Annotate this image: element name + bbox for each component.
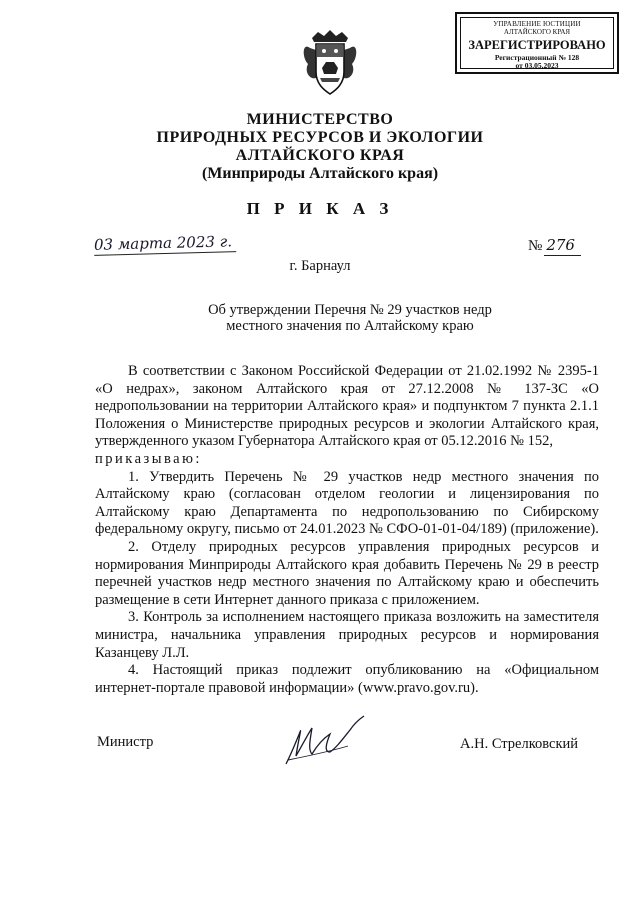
city: г. Барнаул <box>289 258 351 274</box>
order-item-2: 2. Отделу природных ресурсов управления природных ресурсов и нормирования Минприроды Алтайского края добавить Перечень № 29 в реестр перечней участков недр местного значения по Алтайскому краю и обеспечить размещение в сети Интернет данного приказа с приложением. <box>95 538 599 608</box>
order-number-handwritten: 276 <box>544 236 581 256</box>
stamp-status: ЗАРЕГИСТРИРОВАНО <box>468 38 606 52</box>
stamp-reg-date: от 03.05.2023 <box>515 61 559 70</box>
order-item-3: 3. Контроль за исполнением настоящего приказа возложить на заместителя министра, начальника управления природных ресурсов и нормирования Казанцеву Л.Л. <box>95 609 599 661</box>
handwritten-signature <box>278 712 368 772</box>
preamble-paragraph: В соответствии с Законом Российской Федерации от 21.02.1992 № 2395-1 «О недрах», законом Алтайского края от 27.12.2008 № 137-ЗС «О недропользовании на территории Алтайского края» и подпунктом 7 пункта 2.1.1 Положения о Министерстве природных ресурсов и экологии Алтайского края, утвержденного указом Губернатора Алтайского края от 05.12.2016 № 152, <box>95 363 599 450</box>
order-word: приказываю: <box>95 450 202 467</box>
ministry-title-line3: АЛТАЙСКОГО КРАЯ <box>235 147 405 164</box>
number-sign: № <box>528 238 543 254</box>
signatory-name: А.Н. Стрелковский <box>460 736 579 752</box>
order-body <box>95 363 599 697</box>
ministry-short-name: (Минприроды Алтайского края) <box>201 165 439 182</box>
order-item-4: 4. Настоящий приказ подлежит опубликованию на «Официальном интернет-портале правовой информации» (www.pravo.gov.ru). <box>95 662 599 696</box>
order-subject <box>150 302 550 334</box>
registration-stamp <box>455 12 619 74</box>
order-item-1: 1. Утвердить Перечень № 29 участков недр местного значения по Алтайскому краю (согласован отделом геологии и лицензирования по Алтайскому краю Департамента по недропользованию по Сибирскому федеральному округу, письмо от 24.01.2023 № СФО-01-01-04/189) (приложение). <box>95 468 599 538</box>
stamp-authority-line1: УПРАВЛЕНИЕ ЮСТИЦИИ <box>493 20 581 28</box>
subject-line1: Об утверждении Перечня № 29 участков недр <box>208 302 492 318</box>
signatory-position: Министр <box>97 734 154 750</box>
ministry-title-line1: МИНИСТЕРСТВО <box>246 111 394 128</box>
stamp-authority-line2: АЛТАЙСКОГО КРАЯ <box>503 28 571 36</box>
ministry-title-line2: ПРИРОДНЫХ РЕСУРСОВ И ЭКОЛОГИИ <box>156 129 484 146</box>
order-date-handwritten: 03 марта 2023 г. <box>94 232 237 256</box>
order-number <box>528 236 581 255</box>
document-type: П Р И К А З <box>246 199 394 218</box>
stamp-reg-number: Регистрационный № 128 <box>494 53 580 62</box>
subject-line2: местного значения по Алтайскому краю <box>226 318 474 334</box>
coat-of-arms-emblem <box>300 28 360 100</box>
